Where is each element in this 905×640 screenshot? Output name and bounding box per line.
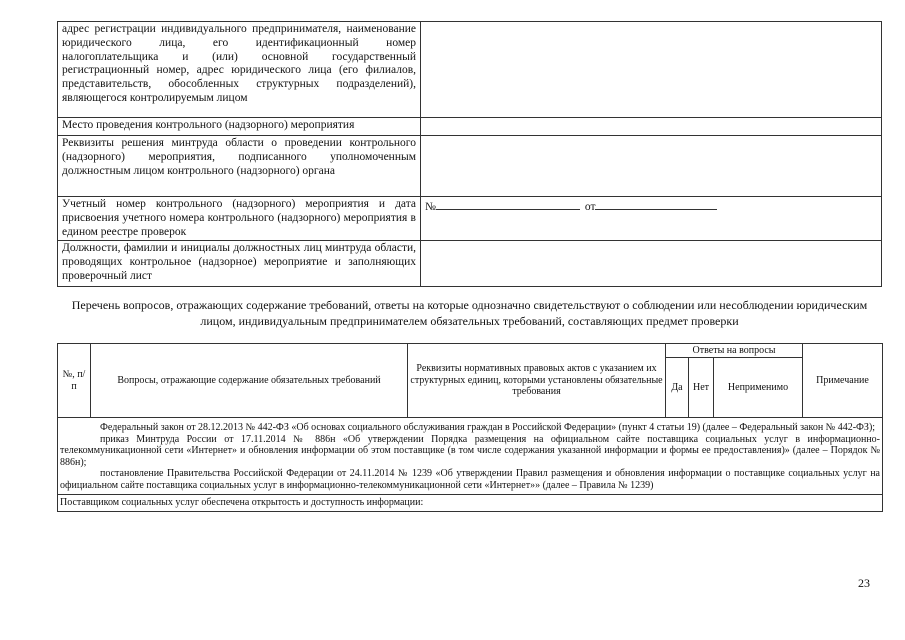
col-header-not-applicable: Неприменимо xyxy=(714,358,803,418)
law-paragraph: приказ Минтруда России от 17.11.2014 № 886н «Об утверждении Порядка размещения на официальном сайте поставщика социальных услуг в информационно-телекоммуникационной сети «Интернет» и обновления информации об этом поставщике (в том числе содержания указанной информации и формы ее предоставления)» (далее – Порядок № 886н); xyxy=(60,433,880,468)
col-header-no: Нет xyxy=(689,358,714,418)
row-value xyxy=(421,241,882,287)
page-number: 23 xyxy=(858,576,870,590)
col-header-questions: Вопросы, отражающие содержание обязательных требований xyxy=(91,344,408,418)
header-row xyxy=(58,344,883,358)
date-prefix: от xyxy=(584,201,596,213)
section-row xyxy=(58,495,883,512)
col-header-yes: Да xyxy=(666,358,689,418)
col-header-requisites: Реквизиты нормативных правовых актов с указанием их структурных единиц, которыми установлены обязательные требования xyxy=(408,344,666,418)
registry-number-cell xyxy=(421,197,882,241)
date-blank-line xyxy=(595,199,717,210)
table-row xyxy=(58,136,882,197)
law-paragraph: Федеральный закон от 28.12.2013 № 442-ФЗ «Об основах социального обслуживания граждан в Российской Федерации» (пункт 4 статьи 19) (далее – Федеральный закон № 442-ФЗ); xyxy=(100,422,876,433)
table-row xyxy=(58,197,882,241)
row-label: Реквизиты решения минтруда области о проведении контрольного (надзорного) мероприятия, подписанного уполномоченным должностным лицом контрольного (надзорного) органа xyxy=(58,136,421,197)
row-value xyxy=(421,118,882,136)
inspection-details-table xyxy=(57,21,882,287)
row-value xyxy=(421,136,882,197)
row-label: Учетный номер контрольного (надзорного) мероприятия и дата присвоения учетного номера контрольного (надзорного) мероприятия в едином реестре проверок xyxy=(58,197,421,241)
row-label: Должности, фамилии и инициалы должностных лиц минтруда области, проводящих контрольное (надзорное) мероприятие и заполняющих проверочный лист xyxy=(58,241,421,287)
col-header-number: №, п/п xyxy=(58,344,91,418)
checklist-table xyxy=(57,343,883,512)
row-label: адрес регистрации индивидуального предпринимателя, наименование юридического лица, его идентификационный номер налогоплательщика и (или) основной государственный регистрационный номер, адрес юридического лица (его филиалов, представительств, обособленных структурных подразделений), являющегося контролируемым лицом xyxy=(58,22,421,118)
section-heading: Перечень вопросов, отражающих содержание требований, ответы на которые однозначно свидетельствуют о соблюдении или несоблюдении юридическим лицом, индивидуальным предпринимателем обязательных требований, составляющих предмет проверки xyxy=(71,298,868,328)
col-header-note: Примечание xyxy=(803,344,883,418)
legal-basis-row xyxy=(58,418,883,495)
law-paragraph: постановление Правительства Российской Федерации от 24.11.2014 № 1239 «Об утверждении Правил размещения и обновления информации о поставщике социальных услуг на официальном сайте поставщика социальных услуг в информационно-телекоммуникационной сети «Интернет»» (далее – Правила № 1239) xyxy=(60,468,880,491)
number-blank-line xyxy=(436,199,580,210)
section-row-text: Поставщиком социальных услуг обеспечена открытость и доступность информации: xyxy=(58,495,883,512)
table-row xyxy=(58,118,882,136)
row-value xyxy=(421,22,882,118)
table-row xyxy=(58,241,882,287)
row-label: Место проведения контрольного (надзорного) мероприятия xyxy=(58,118,421,136)
table-row xyxy=(58,22,882,118)
legal-basis-cell xyxy=(58,418,883,495)
number-sign: № xyxy=(425,201,436,213)
col-header-answers: Ответы на вопросы xyxy=(666,344,803,358)
